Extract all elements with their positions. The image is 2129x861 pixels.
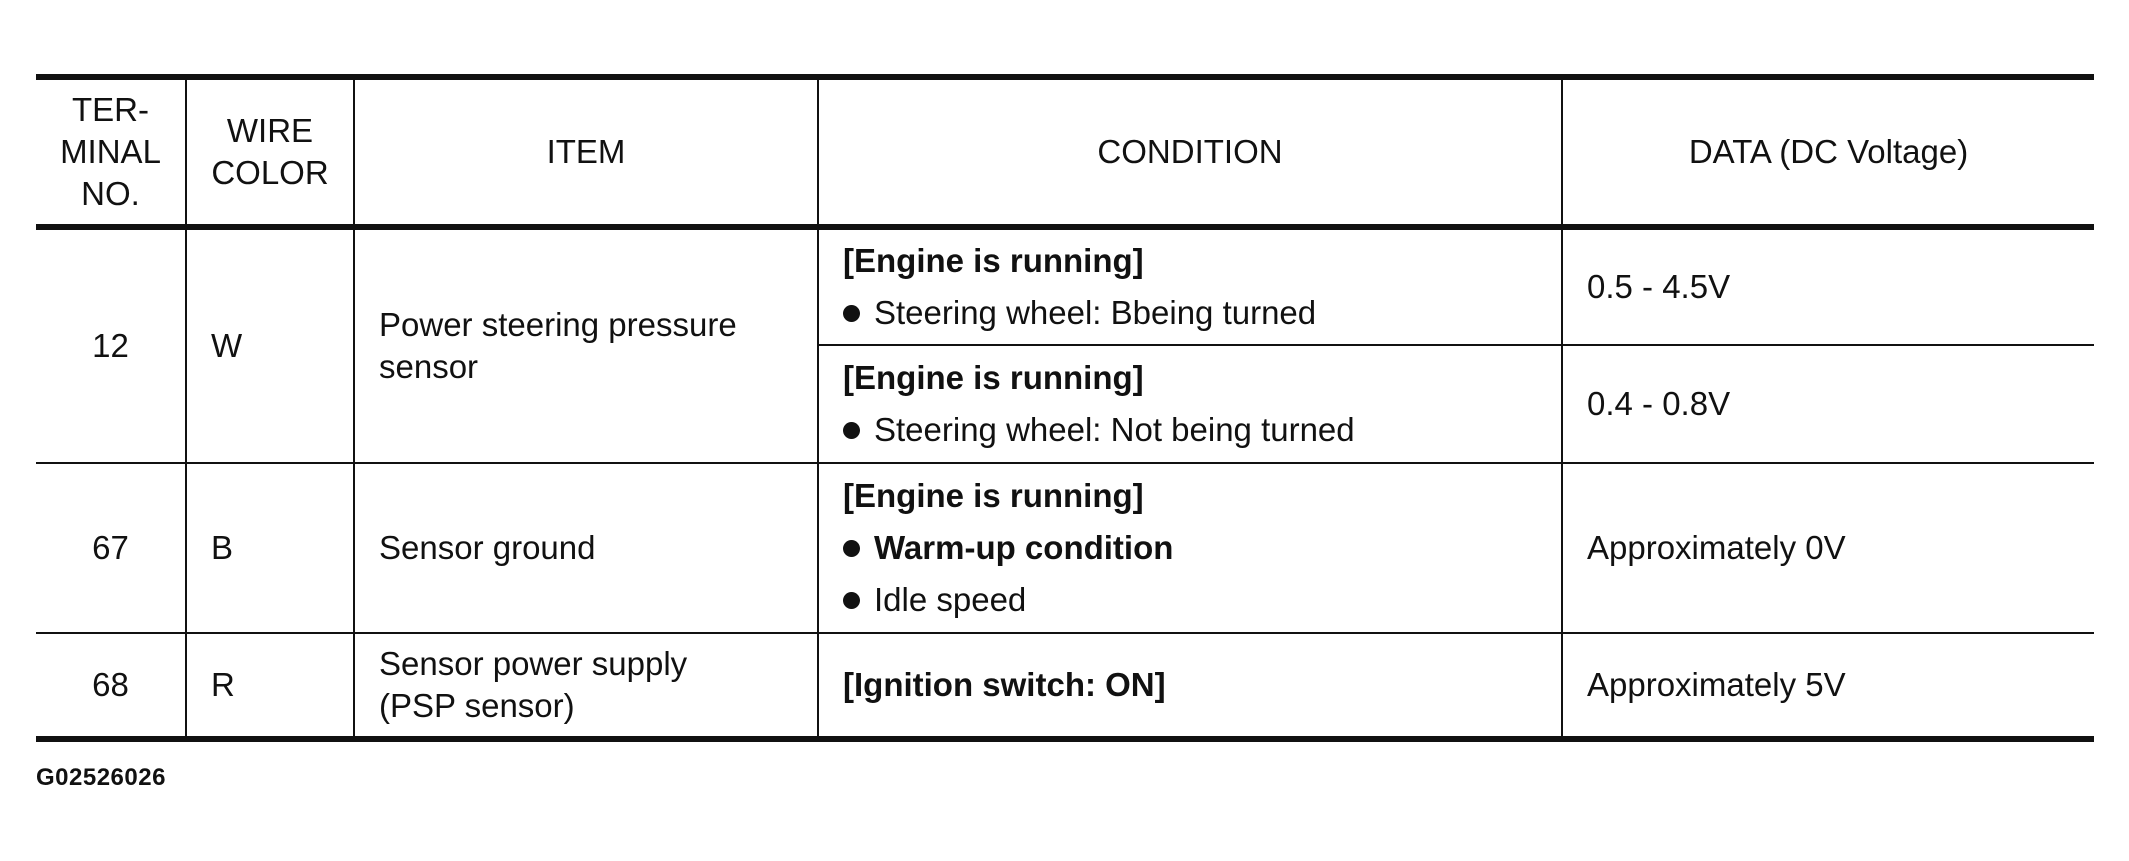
item-cell: Sensor power supply (PSP sensor) [354, 633, 818, 739]
table-row [36, 463, 2094, 633]
header-terminal-no: TER- MINAL NO. [36, 77, 186, 227]
terminal-no-cell: 12 [36, 227, 186, 463]
data-cell: Approximately 0V [1562, 463, 2094, 633]
terminal-no-cell: 68 [36, 633, 186, 739]
header-data: DATA (DC Voltage) [1562, 77, 2094, 227]
terminal-no-cell: 67 [36, 463, 186, 633]
ecm-terminal-table [36, 74, 2094, 742]
data-cell: Approximately 5V [1562, 633, 2094, 739]
bullet-icon [843, 592, 860, 609]
header-item: ITEM [354, 77, 818, 227]
condition-cell: [Ignition switch: ON] [818, 633, 1562, 739]
bullet-icon [843, 305, 860, 322]
terminal-data-sheet [36, 74, 2094, 742]
condition-cell [818, 227, 1562, 345]
condition-bullet: Steering wheel: Not being turned [843, 409, 1537, 451]
data-cell: 0.4 - 0.8V [1562, 345, 2094, 463]
table-row [36, 227, 2094, 345]
condition-cell [818, 345, 1562, 463]
condition-title: [Engine is running] [843, 476, 1144, 514]
condition-title: [Engine is running] [843, 241, 1144, 279]
condition-bullet: Steering wheel: Bbeing turned [843, 292, 1537, 334]
item-cell: Sensor ground [354, 463, 818, 633]
header-wire-color: WIRE COLOR [186, 77, 354, 227]
condition-bullet: Idle speed [843, 579, 1537, 621]
wire-color-cell: B [186, 463, 354, 633]
condition-title: [Engine is running] [843, 358, 1144, 396]
figure-code: G02526026 [36, 764, 166, 791]
bullet-icon [843, 422, 860, 439]
item-cell: Power steering pressure sensor [354, 227, 818, 463]
wire-color-cell: W [186, 227, 354, 463]
condition-bullet: Warm-up condition [843, 527, 1537, 569]
header-row [36, 77, 2094, 227]
condition-cell [818, 463, 1562, 633]
bullet-icon [843, 540, 860, 557]
data-cell: 0.5 - 4.5V [1562, 227, 2094, 345]
wire-color-cell: R [186, 633, 354, 739]
header-condition: CONDITION [818, 77, 1562, 227]
table-row [36, 633, 2094, 739]
